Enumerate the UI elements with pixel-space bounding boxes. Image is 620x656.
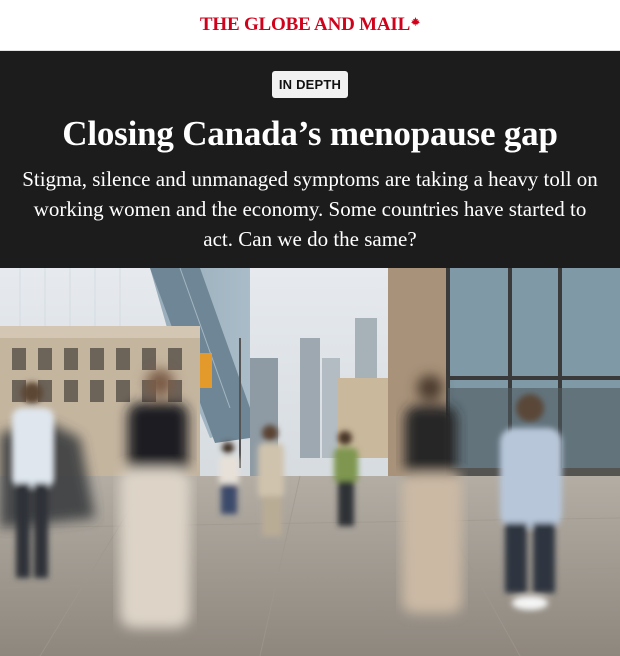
article-headline[interactable]: Closing Canada’s menopause gap <box>62 114 558 153</box>
section-kicker[interactable]: IN DEPTH <box>272 71 348 98</box>
masthead <box>0 0 620 51</box>
brand-wordmark: THE GLOBE AND MAIL <box>199 14 411 35</box>
article-hero <box>0 51 620 268</box>
masthead-logo-link[interactable] <box>200 14 420 36</box>
hero-photo <box>0 268 620 656</box>
maple-leaf-icon <box>411 17 420 26</box>
article-dek: Stigma, silence and unmanaged symptoms are taking a heavy toll on working women and the economy. Some countries have started to act. Can we do the same? <box>22 167 598 251</box>
